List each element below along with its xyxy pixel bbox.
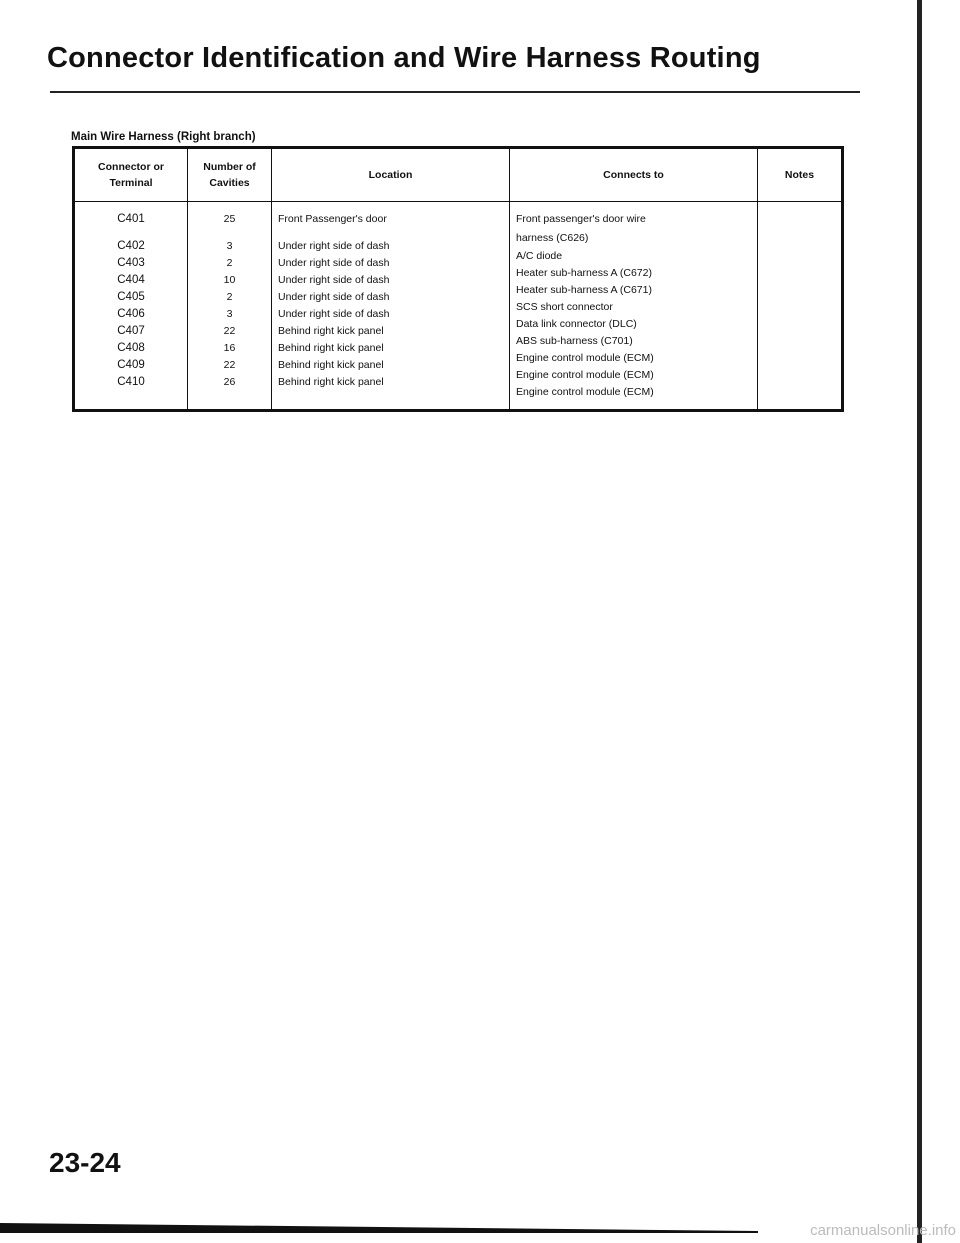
cavities-column [188,202,272,411]
cell-connector: C405 [117,291,145,303]
cell-connects-to-line: Heater sub-harness A (C671) [516,284,652,296]
section-heading: Main Wire Harness (Right branch) [71,131,256,143]
connector-table [72,146,844,412]
cell-cavities: 10 [223,274,236,286]
page-edge-bar [917,0,922,1243]
cell-connects-to-line: ABS sub-harness (C701) [516,335,633,347]
location-column [272,202,510,411]
cell-cavities: 25 [223,213,236,225]
cell-connects-to-line: Engine control module (ECM) [516,386,654,398]
cell-location: Behind right kick panel [278,342,384,354]
header-connector: Connector or Terminal [74,148,188,202]
cell-connects-to-line: A/C diode [516,250,563,262]
cell-location: Front Passenger's door [278,213,387,225]
header-notes: Notes [758,148,843,202]
cell-location: Behind right kick panel [278,359,384,371]
connector-column [74,202,188,411]
page-title: Connector Identification and Wire Harness Routing [47,42,761,74]
cell-connects-to-line: Engine control module (ECM) [516,369,654,381]
cell-connects-to-line: SCS short connector [516,301,613,313]
cell-cavities: 26 [223,376,236,388]
cell-location: Under right side of dash [278,240,390,252]
connects-to-column [510,202,758,411]
cell-location: Under right side of dash [278,291,390,303]
table-body-row [74,202,843,411]
page-number: 23-24 [49,1147,121,1178]
cell-location: Behind right kick panel [278,325,384,337]
cell-connector: C401 [117,213,145,225]
cell-location: Under right side of dash [278,274,390,286]
cell-connects-to-line: harness (C626) [516,232,589,244]
watermark: carmanualsonline.info [810,1222,956,1239]
cell-cavities: 3 [226,240,233,252]
table-header-row [74,148,843,202]
cell-connector: C407 [117,325,145,337]
cell-cavities: 22 [223,359,236,371]
header-cavities: Number of Cavities [188,148,272,202]
cell-connector: C409 [117,359,145,371]
cell-connects-to-line: Engine control module (ECM) [516,352,654,364]
header-connects-to: Connects to [510,148,758,202]
cell-connector: C406 [117,308,145,320]
cell-cavities: 2 [226,257,233,269]
cell-connects-to-line: Heater sub-harness A (C672) [516,267,652,279]
cell-connector: C410 [117,376,145,388]
cell-location: Under right side of dash [278,257,390,269]
notes-column [758,202,843,411]
title-rule [50,91,860,93]
cell-cavities: 3 [226,308,233,320]
cell-connector: C404 [117,274,145,286]
cell-cavities: 16 [223,342,236,354]
cell-connector: C408 [117,342,145,354]
bottom-bar [0,1223,758,1233]
header-location: Location [272,148,510,202]
cell-connector: C403 [117,257,145,269]
cell-cavities: 22 [223,325,236,337]
cell-connector: C402 [117,240,145,252]
cell-location: Under right side of dash [278,308,390,320]
cell-location: Behind right kick panel [278,376,384,388]
cell-connects-to-line: Data link connector (DLC) [516,318,637,330]
cell-cavities: 2 [226,291,233,303]
cell-connects-to-line: Front passenger's door wire [516,213,646,225]
